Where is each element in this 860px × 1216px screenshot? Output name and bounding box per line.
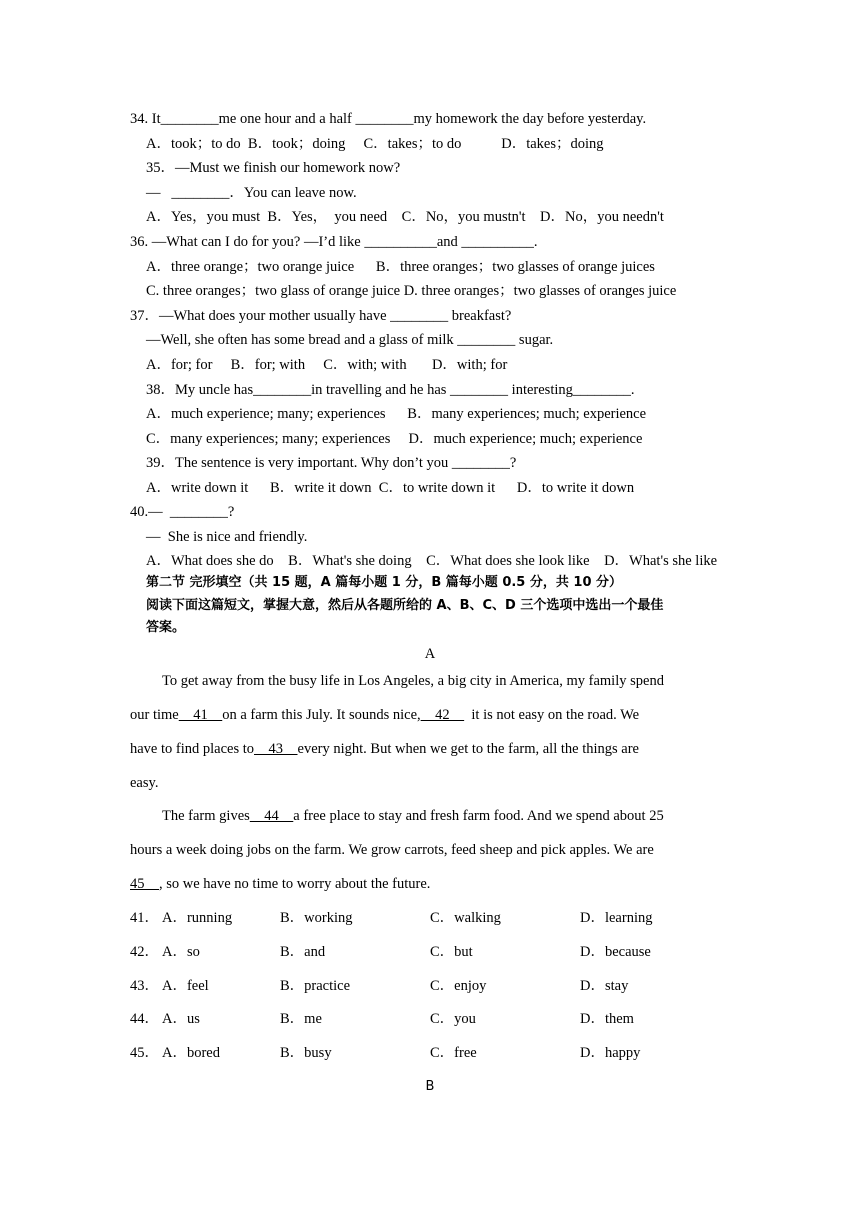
- blank-44: 44: [249, 808, 294, 824]
- option-c: C．walking: [430, 910, 501, 926]
- option-b: B．me: [280, 1011, 322, 1027]
- option-number: 44．: [130, 1011, 159, 1027]
- blank-45: 45: [130, 876, 159, 892]
- blank-41: 41: [178, 707, 223, 723]
- section-2-heading: 第二节 完形填空（共 15 题，A 篇每小题 1 分，B 篇每小题 0.5 分，共 10 分）: [146, 575, 623, 590]
- blank-42: 42: [420, 707, 465, 723]
- option-c: C．free: [430, 1045, 477, 1061]
- option-a: A．running: [162, 910, 233, 926]
- option-d: D．stay: [580, 978, 629, 994]
- question-34-stem: 34. It________me one hour and a half ________my homework the day before yesterday.: [130, 111, 647, 127]
- passage-a-line-7: [130, 875, 430, 893]
- text: every night. But when we get to the farm, all the things are: [297, 741, 639, 757]
- option-a: A．us: [162, 1011, 200, 1027]
- blank-43: 43: [254, 741, 298, 757]
- option-c: C．enjoy: [430, 978, 487, 994]
- question-40-stem: 40.— ________?: [130, 504, 235, 520]
- passage-a-line-4: easy.: [130, 775, 159, 791]
- question-36-options-2: C. three oranges；two glass of orange juice D. three oranges；two glasses of oranges juice: [146, 283, 677, 299]
- option-number: 42．: [130, 944, 159, 960]
- question-38-options-1: A．much experience; many; experiences B．many experiences; much; experience: [146, 406, 647, 422]
- section-2-instruction-line-1: 阅读下面这篇短文，掌握大意，然后从各题所给的 A、B、C、D 三个选项中选出一个最佳: [146, 598, 664, 613]
- question-39-options: A．write down it B．write it down C．to write down it D．to write it down: [146, 480, 635, 496]
- option-number: 41．: [130, 910, 159, 926]
- option-c: C．but: [430, 944, 473, 960]
- passage-a-line-3: [130, 740, 639, 758]
- option-d: D．them: [580, 1011, 634, 1027]
- text: our time: [130, 707, 179, 723]
- question-37-stem: 37．—What does your mother usually have ________ breakfast?: [130, 308, 512, 324]
- question-40-options: A．What does she do B．What's she doing C．What does she look like D．What's she like: [146, 553, 718, 569]
- text: it is not easy on the road. We: [464, 707, 640, 723]
- question-38-options-2: C．many experiences; many; experiences D．much experience; much; experience: [146, 431, 643, 447]
- passage-b-label: B: [425, 1079, 435, 1094]
- question-37-options: A．for; for B．for; with C．with; with D．with; for: [146, 357, 508, 373]
- option-c: C．you: [430, 1011, 476, 1027]
- passage-a-line-5: [162, 807, 664, 825]
- question-37-reply: —Well, she often has some bread and a glass of milk ________ sugar.: [146, 332, 554, 348]
- question-39-stem: 39．The sentence is very important. Why don’t you ________?: [146, 455, 517, 471]
- section-2-instruction-line-2: 答案。: [146, 620, 186, 635]
- question-35-stem: 35．—Must we finish our homework now?: [146, 160, 401, 176]
- text: on a farm this July. It sounds nice,: [222, 707, 421, 723]
- option-a: A．bored: [162, 1045, 220, 1061]
- passage-a-label: A: [424, 646, 436, 662]
- passage-a-line-6: hours a week doing jobs on the farm. We grow carrots, feed sheep and pick apples. We are: [130, 842, 654, 858]
- option-number: 43．: [130, 978, 159, 994]
- passage-a-line-1: To get away from the busy life in Los Angeles, a big city in America, my family spend: [162, 673, 664, 689]
- question-34-options: A．took；to do B．took；doing C．takes；to do D．takes；doing: [146, 136, 604, 152]
- option-d: D．happy: [580, 1045, 641, 1061]
- option-b: B．practice: [280, 978, 351, 994]
- question-36-options-1: A．three orange；two orange juice B．three oranges；two glasses of orange juices: [146, 259, 655, 275]
- option-number: 45．: [130, 1045, 159, 1061]
- option-a: A．so: [162, 944, 200, 960]
- option-d: D．because: [580, 944, 651, 960]
- passage-a-line-2: [130, 706, 639, 724]
- text: have to find places to: [130, 741, 255, 757]
- question-35-reply: — ________．You can leave now.: [146, 185, 357, 201]
- text: , so we have no time to worry about the future.: [159, 876, 431, 892]
- text: The farm gives: [162, 808, 250, 824]
- text: a free place to stay and fresh farm food. And we spend about 25: [293, 808, 664, 824]
- question-38-stem: 38．My uncle has________in travelling and he has ________ interesting________.: [146, 382, 635, 398]
- question-36-stem: 36. —What can I do for you? —I’d like __________and __________.: [130, 234, 538, 250]
- option-b: B．and: [280, 944, 326, 960]
- option-b: B．working: [280, 910, 353, 926]
- question-40-reply: — She is nice and friendly.: [146, 529, 308, 545]
- option-b: B．busy: [280, 1045, 332, 1061]
- option-d: D．learning: [580, 910, 653, 926]
- question-35-options: A．Yes，you must B．Yes， you need C．No，you mustn't D．No，you needn't: [146, 209, 664, 225]
- option-a: A．feel: [162, 978, 209, 994]
